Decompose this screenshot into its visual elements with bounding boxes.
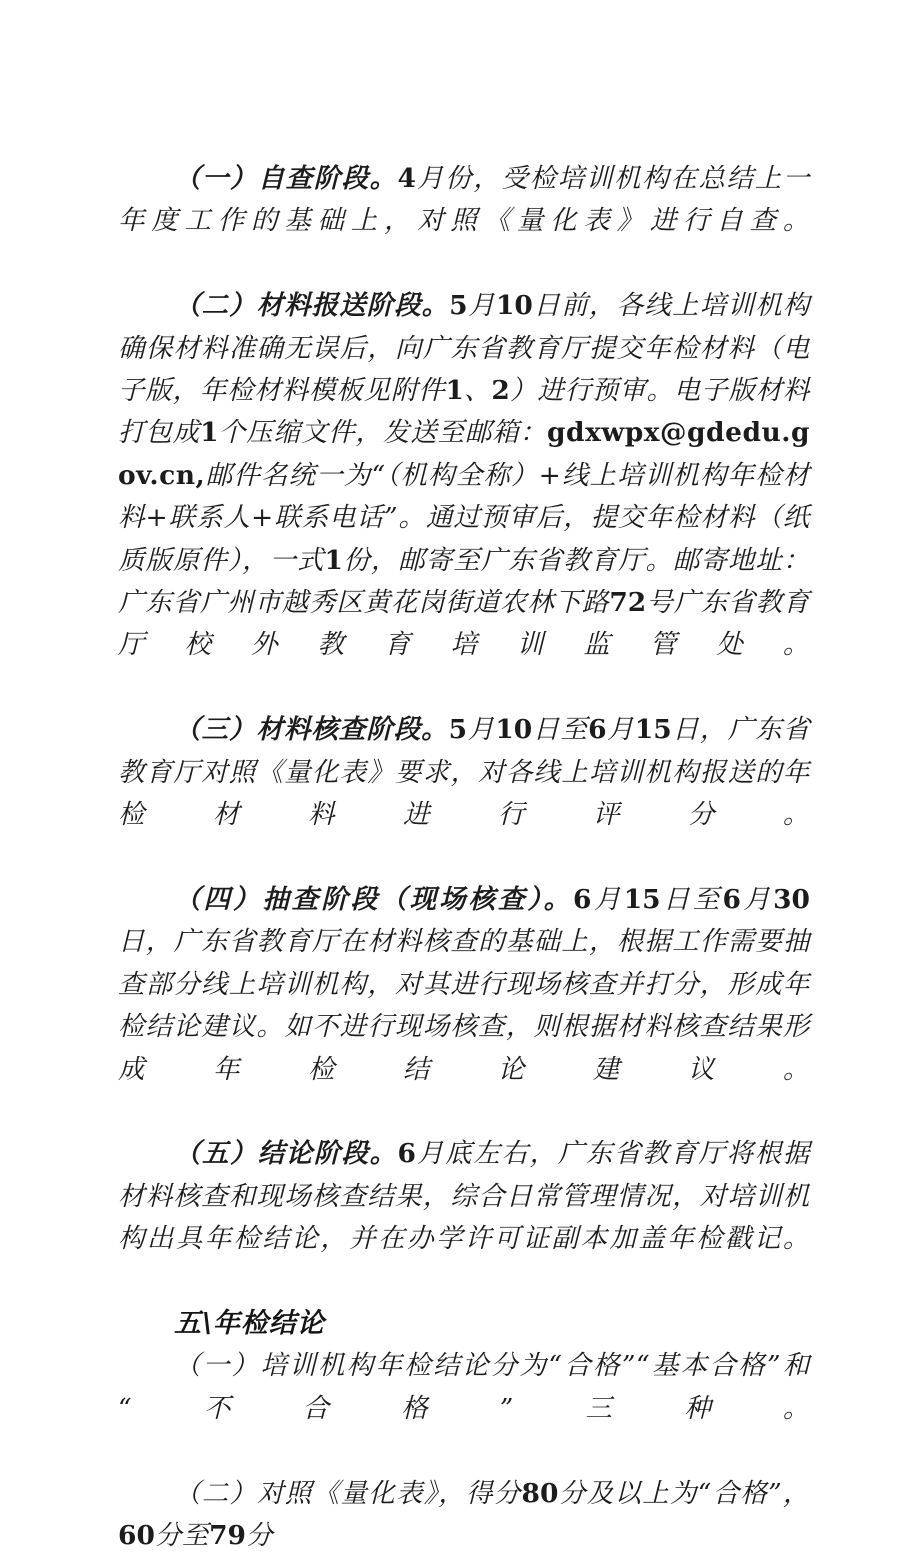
street-number-72: 72 [609,587,647,619]
attachment-number-2: 2 [491,375,510,407]
conclusion-types-text: （一）培训机构年检结论分为“合格”“基本合格”和“不合格”三种。 [118,1350,810,1424]
char-month-2: 月 [467,714,496,746]
document-body [118,158,810,1557]
paragraph-conclusion-stage [118,1133,810,1303]
contact-email-address: gdxwpx@gdedu.gov.cn, [118,417,810,491]
spotcheck-start-day: 15 [623,883,661,915]
review-end-day: 15 [634,714,672,746]
char-month-4: 月 [591,883,624,915]
thresholds-text-1: （二）对照《量化表》，得分 [174,1477,522,1509]
review-start-month: 5 [448,714,468,746]
char-month-1: 月 [467,290,496,322]
section-label-one: （一）自查阶段。 [174,163,398,194]
archive-count-1: 1 [200,417,219,449]
conclusion-stage-text: 月底左右，广东省教育厅将根据材料核查和现场核查结果，综合日常管理情况，对培训机构出具年检结论，并在办学许可证副本加盖年检戳记。 [118,1138,810,1255]
submission-text-3: 个压缩文件，发送至邮箱： [218,417,548,449]
section-label-five: （五）结论阶段。 [174,1138,398,1170]
paper-copy-count-1: 1 [324,544,343,576]
review-text: 日，广东省教育厅对照《量化表》要求，对各线上培训机构报送的年检材料进行评分。 [118,714,811,831]
spotcheck-end-day: 30 [773,883,810,915]
submission-text-2: ）进行预审。电子版材料打包成 [118,375,810,449]
conclusion-month: 6 [397,1138,416,1170]
deadline-month-may: 5 [449,290,468,322]
deadline-day-10: 10 [495,290,533,322]
paragraph-score-thresholds [118,1473,810,1557]
section-label-four: （四）抽查阶段（现场核查）。 [174,883,574,915]
char-month-3: 月 [606,714,635,746]
section-label-three: （三）材料核查阶段。 [174,714,449,746]
thresholds-text-3: 分至 [154,1520,210,1551]
paragraph-material-review [118,709,810,879]
review-start-day: 10 [495,714,533,746]
review-end-month: 6 [588,714,607,746]
thresholds-text-2: 分及以上为“合格”， [558,1477,810,1509]
char-separator-1: 、 [463,375,492,407]
submission-text-4: 邮件名统一为“（机构全称）+线上培训机构年检材料+联系人+联系电话”。通过预审后，提交年检材料（纸质版原件），一式 [118,459,810,576]
paragraph-spot-check [118,879,810,1133]
thresholds-text-4: 分 [245,1520,274,1551]
attachment-number-1: 1 [445,375,464,407]
section-heading-annual-conclusion: 五\年检结论 [174,1307,325,1339]
submission-text-1: 日前，各线上培训机构确保材料准确无误后，向广东省教育厅提交年检材料（电子版，年检材料模板见附件 [118,290,811,407]
score-threshold-60: 60 [118,1520,155,1551]
spotcheck-start-month: 6 [573,883,592,915]
char-month-5: 月 [740,883,774,915]
char-to-2: 日至 [660,883,723,915]
paragraph-self-inspection [118,158,810,285]
section-label-two: （二）材料报送阶段。 [174,290,450,322]
spotcheck-text: 日，广东省教育厅在材料核查的基础上，根据工作需要抽查部分线上培训机构，对其进行现场核查并打分，形成年检结论建议。如不进行现场核查，则根据材料核查结果形成年检结论建议。 [118,926,810,1085]
paragraph-conclusion-types [118,1345,810,1472]
submission-text-6: 号广东省教育厅校外教育培训监管处。 [118,587,810,661]
score-threshold-79: 79 [209,1520,246,1551]
month-number-april: 4 [397,163,416,194]
spotcheck-end-month: 6 [722,883,741,915]
score-threshold-80: 80 [521,1477,559,1509]
paragraph-self-inspection-text: 月份，受检培训机构在总结上一年度工作的基础上，对照《量化表》进行自查。 [118,163,810,237]
char-to-1: 日至 [532,714,589,746]
paragraph-material-submission [118,285,810,709]
submission-text-5: 份，邮寄至广东省教育厅。邮寄地址：广东省广州市越秀区黄花岗街道农林下路 [118,544,810,619]
